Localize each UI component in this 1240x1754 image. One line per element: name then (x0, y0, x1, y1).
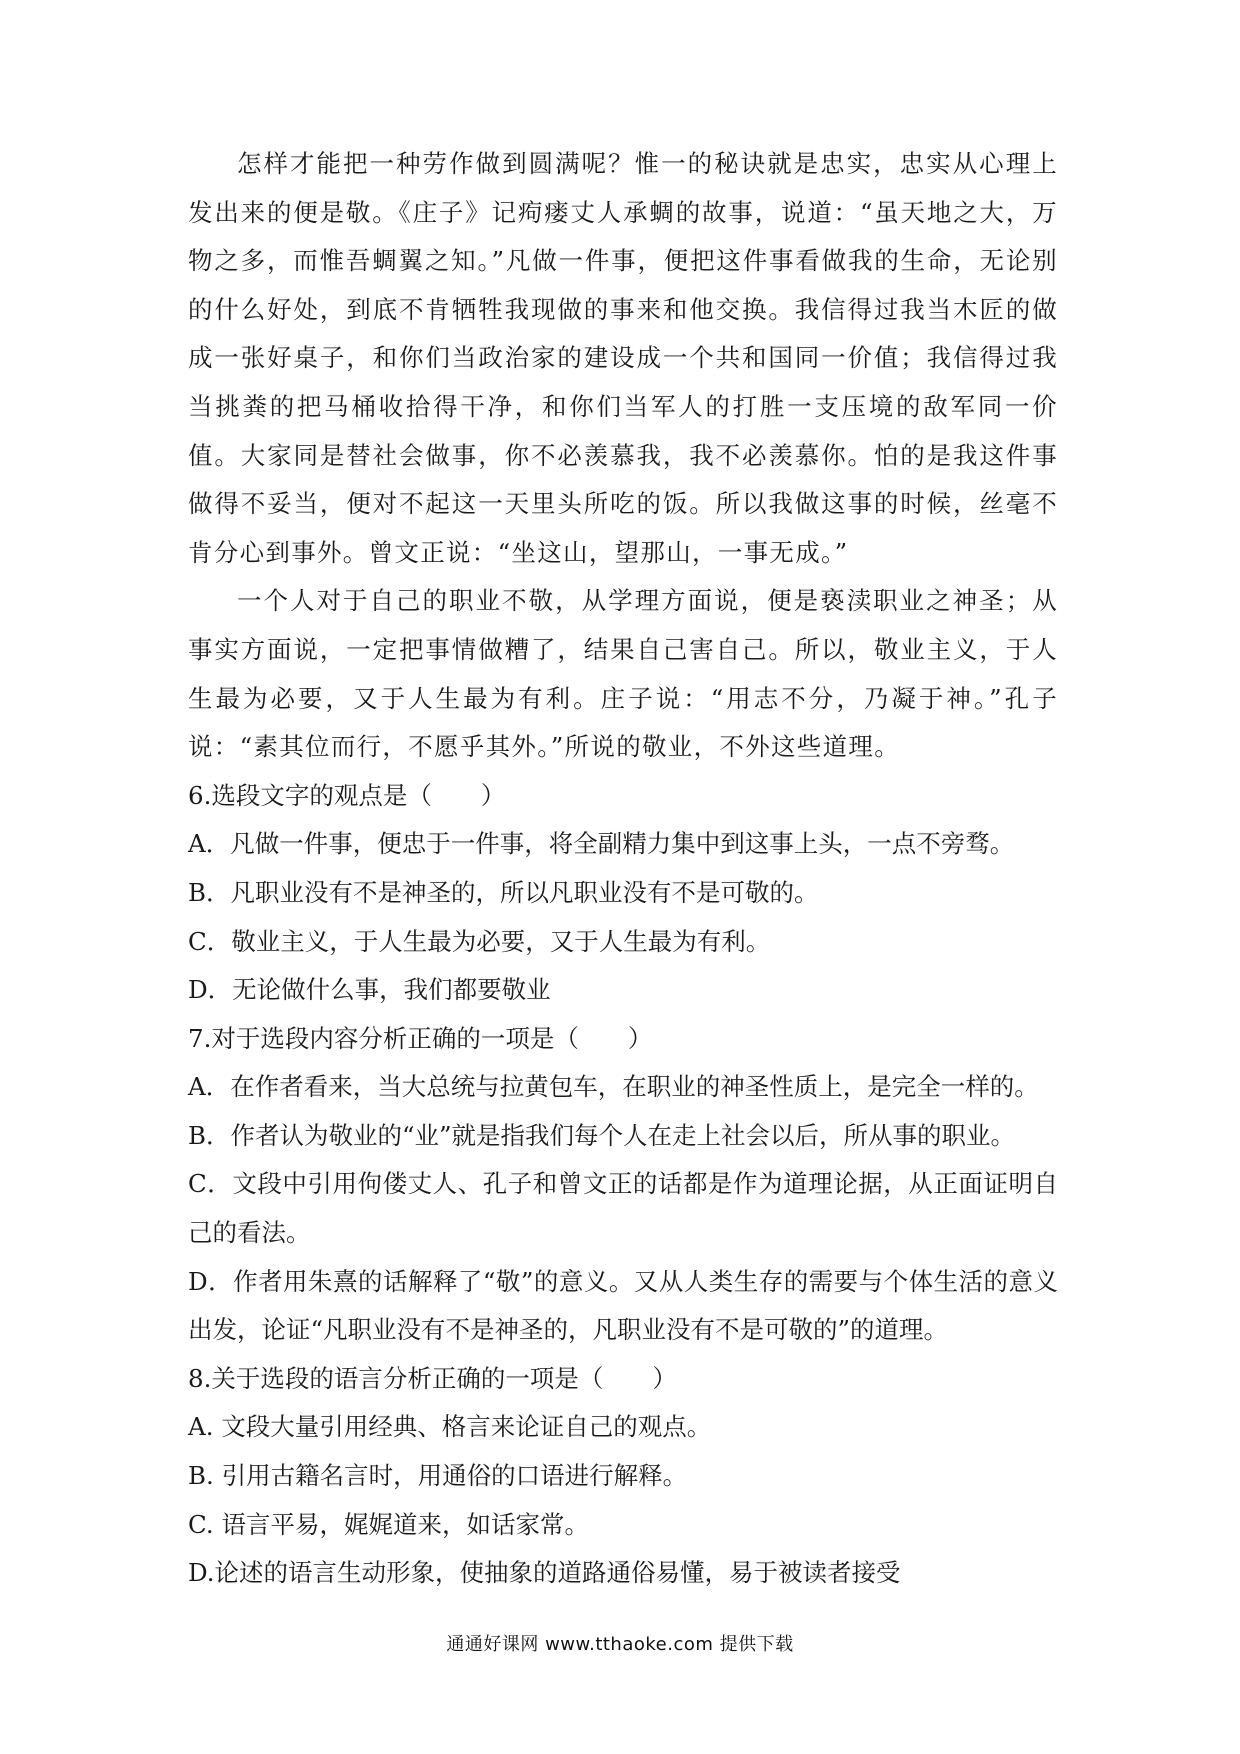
option-d: D.论述的语言生动形象，使抽象的道路通俗易懂，易于被读者接受 (188, 1558, 901, 1588)
option-d: D．无论做什么事，我们都要敬业 (188, 975, 551, 1005)
option-c: C. 语言平易，娓娓道来，如话家常。 (188, 1509, 589, 1539)
option-d: D．作者用朱熹的话解释了“敬”的意义。又从人类生存的需要与个体生活的意义出发，论证“凡职业没有不是神圣的，凡职业没有不是可敬的”的道理。 (188, 1266, 1058, 1345)
option-a: A. 文段大量引用经典、格言来论证自己的观点。 (188, 1412, 712, 1442)
question-8 (188, 1355, 1058, 1598)
question-stem: 8.关于选段的语言分析正确的一项是（ ） (188, 1363, 677, 1393)
option-b: B．作者认为敬业的“业”就是指我们每个人在走上社会以后，所从事的职业。 (188, 1120, 1016, 1150)
option-c: C．敬业主义，于人生最为必要，又于人生最为有利。 (188, 926, 771, 956)
question-6 (188, 772, 1058, 1015)
question-7 (188, 1015, 1058, 1355)
option-c: C．文段中引用佝偻丈人、孔子和曾文正的话都是作为道理论据，从正面证明自己的看法。 (188, 1169, 1058, 1248)
question-stem: 7.对于选段内容分析正确的一项是（ ） (188, 1023, 653, 1053)
option-b: B．凡职业没有不是神圣的，所以凡职业没有不是可敬的。 (188, 877, 819, 907)
option-b: B. 引用古籍名言时，用通俗的口语进行解释。 (188, 1461, 688, 1491)
option-a: A．凡做一件事，便忠于一件事，将全副精力集中到这事上头，一点不旁骛。 (188, 829, 1015, 859)
page-footer: 通通好课网 www.tthaoke.com 提供下载 (446, 1634, 794, 1655)
passage-paragraph-2: 一个人对于自己的职业不敬，从学理方面说，便是亵渎职业之神圣；从事实方面说，一定把事情做糟了，结果自己害自己。所以，敬业主义，于人生最为必要，又于人生最为有利。庄子说：“用志不分，乃凝于神。”孔子说：“素其位而行，不愿乎其外。”所说的敬业，不外这些道理。 (188, 586, 1058, 762)
question-stem: 6.选段文字的观点是（ ） (188, 780, 506, 810)
option-a: A．在作者看来，当大总统与拉黄包车，在职业的神圣性质上，是完全一样的。 (188, 1072, 1039, 1102)
document-body (188, 140, 1058, 1598)
passage-paragraph-1: 怎样才能把一种劳作做到圆满呢？惟一的秘诀就是忠实，忠实从心理上发出来的便是敬。《庄子》记痀瘘丈人承蜩的故事，说道：“虽天地之大，万物之多，而惟吾蜩翼之知。”凡做一件事，便把这件事看做我的生命，无论别的什么好处，到底不肯牺牲我现做的事来和他交换。我信得过我当木匠的做成一张好桌子，和你们当政治家的建设成一个共和国同一价值；我信得过我当挑粪的把马桶收拾得干净，和你们当军人的打胜一支压境的敌军同一价值。大家同是替社会做事，你不必羡慕我，我不必羡慕你。怕的是我这件事做得不妥当，便对不起这一天里头所吃的饭。所以我做这事的时候，丝毫不肯分心到事外。曾文正说：“坐这山，望那山，一事无成。” (188, 149, 1058, 567)
